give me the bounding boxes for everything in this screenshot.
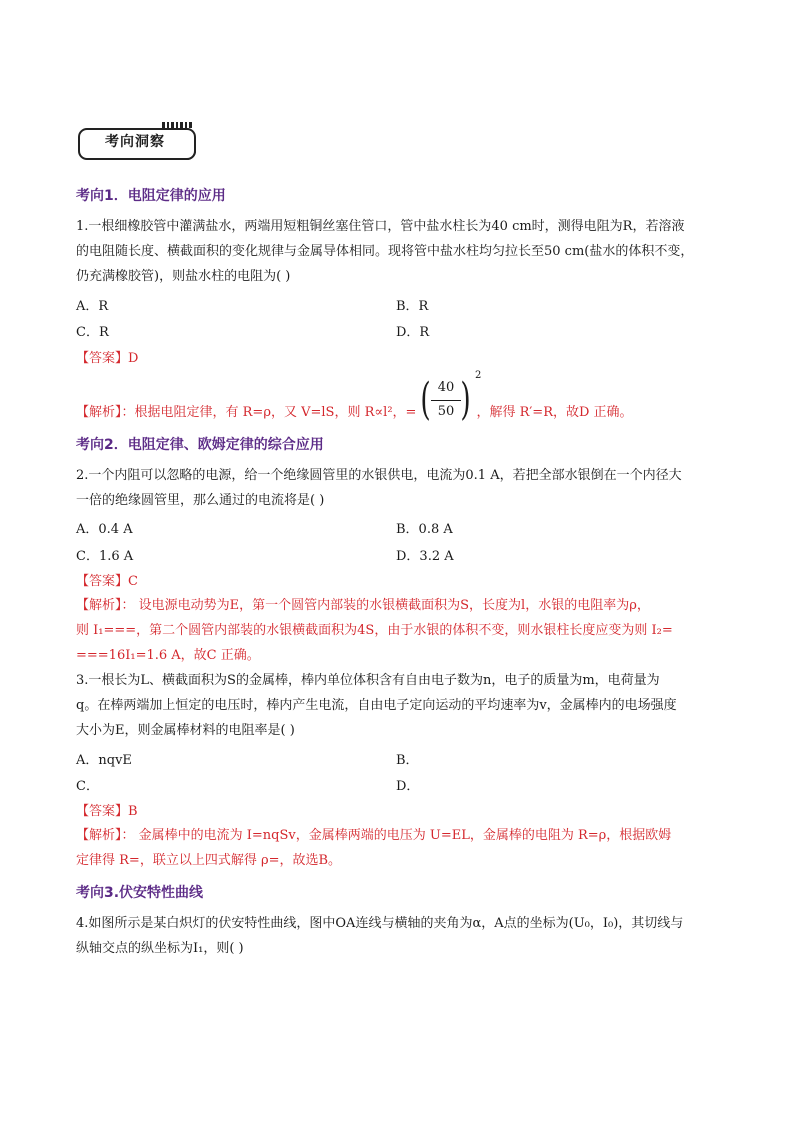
question-1-text: [76, 214, 736, 289]
q1-answer-value: D: [128, 351, 139, 366]
q1-explanation: [76, 400, 740, 425]
left-paren: (: [420, 374, 431, 425]
q1-option-d: D．R: [396, 325, 430, 340]
question-3-line-1: 3.一根长为L、横截面积为S的金属棒，棒内单位体积含有自由电子数为n，电子的质量为m，电荷量为: [76, 673, 660, 688]
question-4-line-2: 纵轴交点的纵坐标为I₁，则( ): [76, 941, 244, 956]
section-banner: [78, 122, 196, 160]
q3-option-a: A．nqvE: [76, 753, 132, 768]
question-2-line-1: 2.一个内阻可以忽略的电源，给一个绝缘圆管里的水银供电，电流为0.1 A，若把全部水银倒在一个内径大: [76, 468, 682, 483]
q1-ratio-fraction: [420, 370, 482, 428]
question-1-line-3: 仍充满橡胶管)，则盐水柱的电阻为( ): [76, 269, 291, 284]
question-2-line-2: 一倍的绝缘圆管里，那么通过的电流将是( ): [76, 493, 325, 508]
q2-expl-tag: 【解析】：: [76, 598, 135, 613]
section-heading-2: 考向2．电阻定律、欧姆定律的综合应用: [76, 437, 324, 453]
question-3-line-2: q。在棒两端加上恒定的电压时，棒内产生电流，自由电子定向运动的平均速率为v，金属棒内的电场强度: [76, 698, 677, 713]
q3-answer-tag: 【答案】: [76, 804, 129, 819]
fraction-denominator: 50: [437, 404, 455, 419]
q3-explanation: [76, 823, 740, 873]
section-heading-1: 考向1．电阻定律的应用: [76, 188, 226, 204]
question-1-line-2: 的电阻随长度、横截面积的变化规律与金属导体相同。现将管中盐水柱均匀拉长至50 cm(盐水的体积不变，: [76, 244, 694, 259]
q1-answer: [76, 347, 138, 366]
q1-option-b: B．R: [396, 299, 429, 314]
q2-option-a: A．0.4 A: [76, 522, 133, 537]
banner-title: 考向洞察: [105, 134, 165, 150]
q3-answer: [76, 800, 138, 819]
right-paren: ): [460, 374, 471, 425]
question-4-text: [76, 911, 736, 961]
q1-expl-tag: 【解析】：: [76, 405, 135, 420]
fraction-bar: [431, 400, 461, 401]
q2-explanation: [76, 593, 740, 668]
q2-answer-tag: 【答案】: [76, 574, 129, 589]
q2-option-b: B．0.8 A: [396, 522, 453, 537]
q2-answer-value: C: [128, 574, 138, 589]
section-heading-3: 考向3.伏安特性曲线: [76, 885, 204, 901]
q1-expl-pre: 根据电阻定律，有 R=ρ，又 V=lS，则 R∝l²，=: [134, 405, 417, 420]
q2-option-d: D．3.2 A: [396, 549, 454, 564]
q3-expl-line-2: 定律得 R=，联立以上四式解得 ρ=，故选B。: [76, 853, 342, 868]
q3-expl-tag: 【解析】：: [76, 828, 135, 843]
q1-option-c: C．R: [76, 325, 109, 340]
q2-expl-line-1: 设电源电动势为E，第一个圆管内部装的水银横截面积为S，长度为l，水银的电阻率为ρ，: [134, 598, 650, 613]
question-3-line-3: 大小为E，则金属棒材料的电阻率是( ): [76, 723, 295, 738]
q1-expl-post: ，解得 R′=R，故D 正确。: [476, 405, 633, 420]
question-3-text: [76, 668, 736, 743]
q3-answer-value: B: [128, 804, 138, 819]
q2-expl-line-2: 则 I₁===，第二个圆管内部装的水银横截面积为4S，由于水银的体积不变，则水银柱长度应变为则 I₂=: [76, 623, 673, 638]
question-1-line-1: 1.一根细橡胶管中灌满盐水，两端用短粗铜丝塞住管口，管中盐水柱长为40 cm时，测得电阻为R，若溶液: [76, 219, 685, 234]
fraction-numerator: 40: [437, 380, 455, 395]
q2-answer: [76, 570, 138, 589]
question-4-line-1: 4.如图所示是某白炽灯的伏安特性曲线，图中OA连线与横轴的夹角为α，A点的坐标为(U₀，I₀)，其切线与: [76, 916, 684, 931]
q3-expl-line-1: 金属棒中的电流为 I=nqSv，金属棒两端的电压为 U=EL，金属棒的电阻为 R=ρ，根据欧姆: [134, 828, 672, 843]
q2-option-c: C．1.6 A: [76, 549, 134, 564]
q1-option-a: A．R: [76, 299, 109, 314]
q2-expl-line-3: ===16I₁=1.6 A，故C 正确。: [76, 648, 260, 663]
q1-answer-tag: 【答案】: [76, 351, 129, 366]
q3-option-d: D．: [396, 779, 420, 794]
q3-option-b: B．: [396, 753, 419, 768]
question-2-text: [76, 463, 736, 513]
fraction-exponent: 2: [475, 370, 482, 381]
q3-option-c: C．: [76, 779, 99, 794]
